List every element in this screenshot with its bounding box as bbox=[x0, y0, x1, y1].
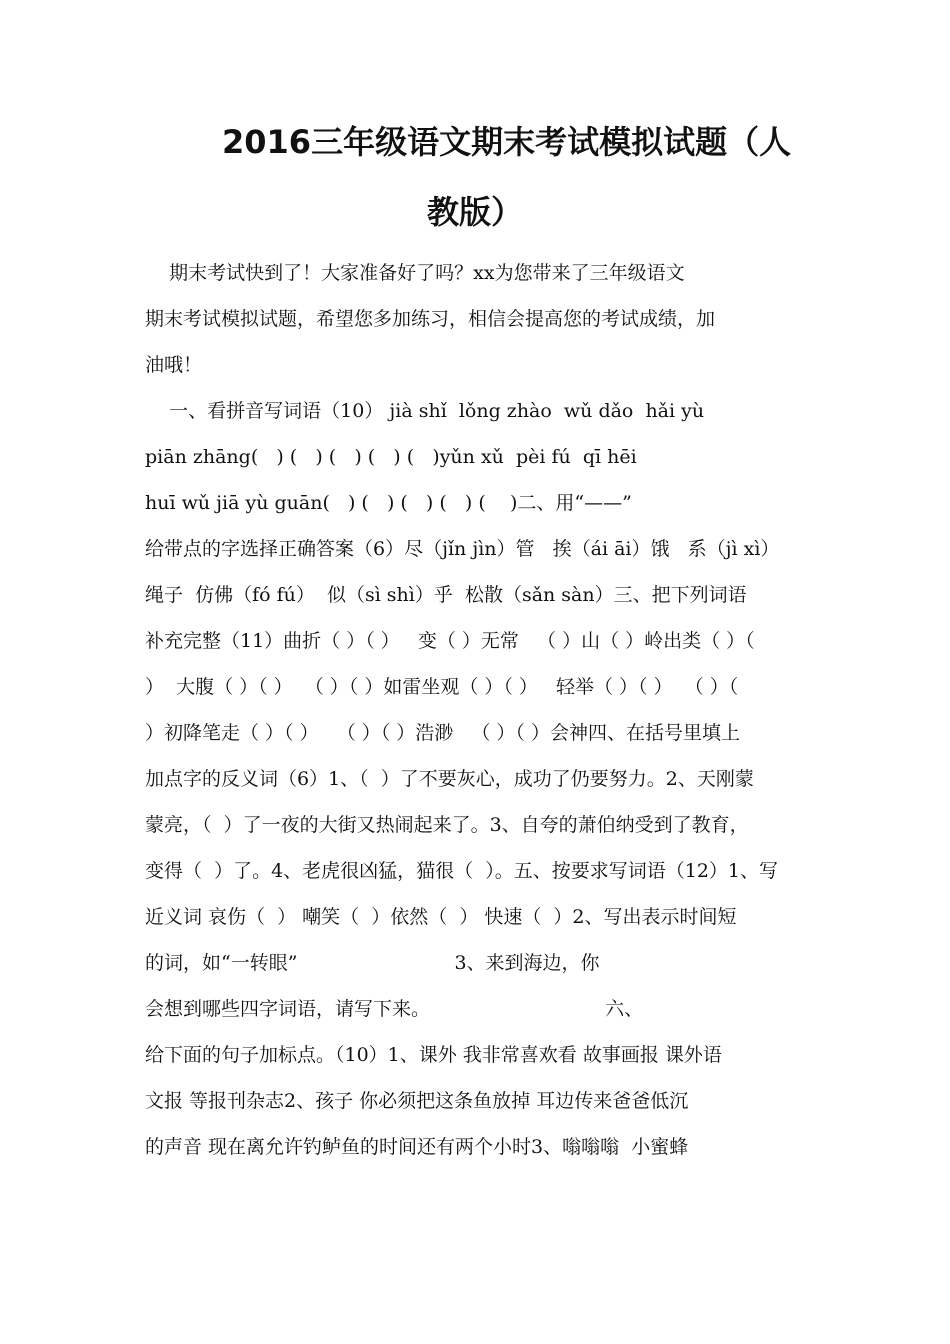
body-line: 加点字的反义词（6）1、（ ）了不要灰心，成功了仍要努力。2、天刚蒙 bbox=[145, 768, 754, 790]
body-line: 会想到哪些四字词语，请写下来。 六、 bbox=[145, 998, 644, 1020]
document-title-line-1: 2016三年级语文期末考试模拟试题（人 bbox=[222, 123, 792, 161]
document-title-line-2: 教版） bbox=[426, 193, 523, 231]
body-line: 的声音 现在离允许钓鲈鱼的时间还有两个小时3、嗡嗡嗡 小蜜蜂 bbox=[145, 1136, 689, 1158]
body-line: ）初降笔走（ ）（ ） （ ）（ ）浩渺 （ ）（ ）会神四、在括号里填上 bbox=[145, 722, 740, 744]
body-line: 的词，如“一转眼” 3、来到海边，你 bbox=[145, 952, 600, 974]
body-line: 补充完整（11）曲折（ ）（ ） 变（ ）无常 （ ）山（ ）岭出类（ ）（ bbox=[145, 630, 755, 652]
body-line: 给下面的句子加标点。（10）1、课外 我非常喜欢看 故事画报 课外语 bbox=[145, 1044, 722, 1066]
body-line: 期末考试模拟试题，希望您多加练习，相信会提高您的考试成绩，加 bbox=[145, 308, 716, 330]
body-line: piān zhāng( ) ( ) ( ) ( ) ( )yǔn xǔ pèi fú qī hēi bbox=[145, 446, 637, 468]
body-line: 期末考试快到了！大家准备好了吗？xx为您带来了三年级语文 bbox=[145, 262, 685, 284]
body-line: 绳子 仿佛（fó fú） 似（sì shì）乎 松散（sǎn sàn）三、把下列词语 bbox=[145, 584, 747, 606]
body-line: 近义词 哀伤（ ） 嘲笑（ ）依然（ ） 快速（ ）2、写出表示时间短 bbox=[145, 906, 737, 928]
body-line: 蒙亮，（ ）了一夜的大街又热闹起来了。3、自夸的萧伯纳受到了教育， bbox=[145, 814, 749, 836]
body-line: 变得（ ）了。4、老虎很凶猛，猫很（ ）。五、按要求写词语（12）1、写 bbox=[145, 860, 779, 882]
body-line: 一、看拼音写词语（10） jià shǐ lǒng zhào wǔ dǎo hǎi yù bbox=[145, 400, 705, 422]
body-line: 给带点的字选择正确答案（6）尽（jǐn jìn）管 挨（ái āi）饿 系（jì xì） bbox=[145, 538, 780, 560]
body-line: 文报 等报刊杂志2、孩子 你必须把这条鱼放掉 耳边传来爸爸低沉 bbox=[145, 1090, 689, 1112]
body-line: 油哦！ bbox=[145, 354, 203, 376]
body-line: huī wǔ jiā yù guān( ) ( ) ( ) ( ) ( )二、用“——” bbox=[145, 492, 632, 514]
body-line: ） 大腹（ ）（ ） （ ）（ ）如雷坐观（ ）（ ） 轻举（ ）（ ） （ ）（ bbox=[145, 676, 739, 698]
